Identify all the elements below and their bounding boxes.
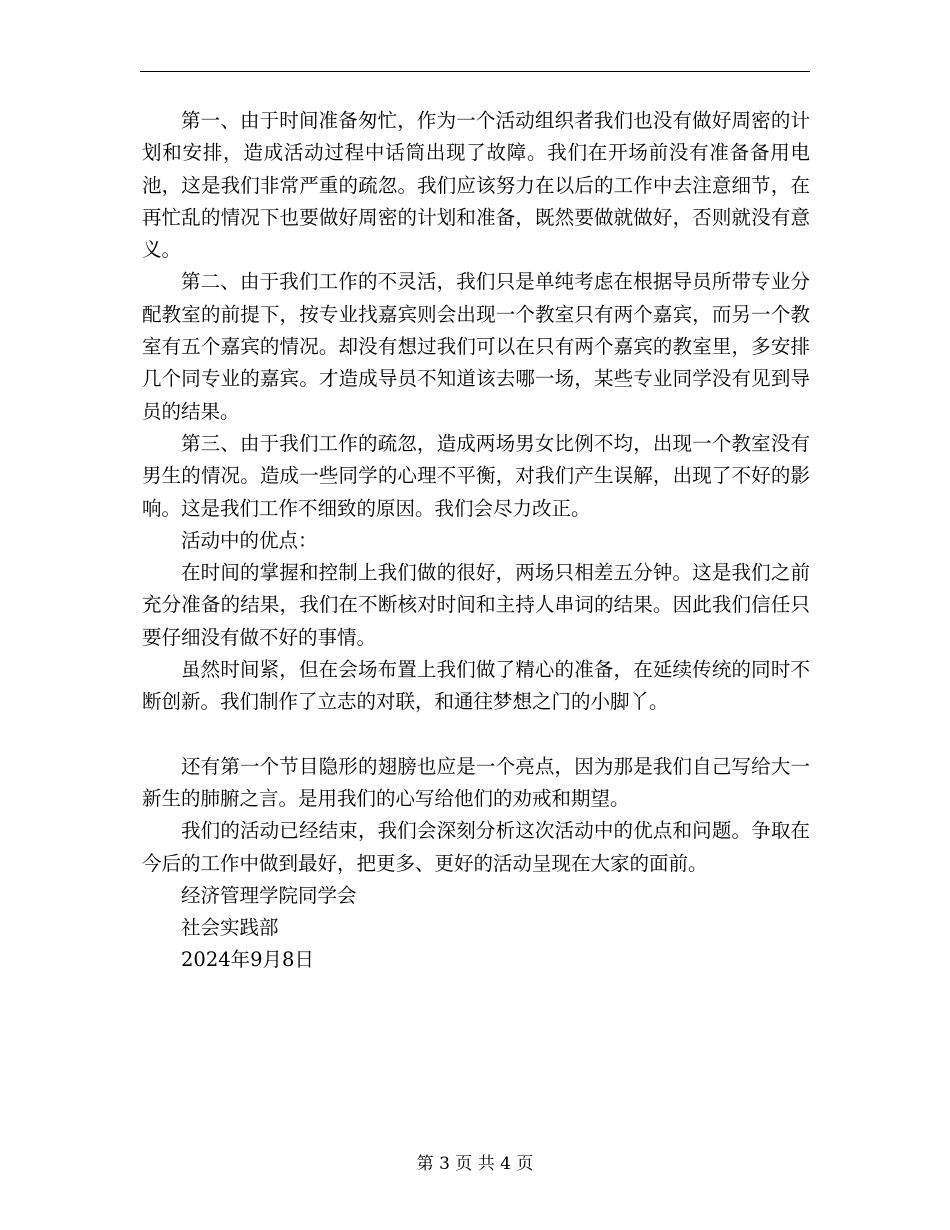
paragraph-first-issue: 第一、由于时间准备匆忙，作为一个活动组织者我们也没有做好周密的计划和安排，造成活动过程中话筒出现了故障。我们在开场前没有准备备用电池，这是我们非常严重的疏忽。我们应该努力在以后的工作中去注意细节，在再忙乱的情况下也要做好周密的计划和准备，既然要做就做好，否则就没有意义。 bbox=[142, 109, 810, 262]
paragraph-conclusion: 我们的活动已经结束，我们会深刻分析这次活动中的优点和问题。争取在今后的工作中做到最好，把更多、更好的活动呈现在大家的面前。 bbox=[142, 819, 810, 875]
signature-date: 2024年9月8日 bbox=[181, 948, 314, 972]
paragraph-third-issue: 第三、由于我们工作的疏忽，造成两场男女比例不均，出现一个教室没有男生的情况。造成一些同学的心理不平衡，对我们产生误解，出现了不好的影响。这是我们工作不细致的原因。我们会尽力改正。 bbox=[142, 431, 810, 520]
paragraph-time-control: 在时间的掌握和控制上我们做的很好，两场只相差五分钟。这是我们之前充分准备的结果，我们在不断核对时间和主持人串词的结果。因此我们信任只要仔细没有做不好的事情。 bbox=[142, 561, 810, 649]
section-heading-strengths: 活动中的优点： bbox=[181, 528, 318, 552]
paragraph-second-issue: 第二、由于我们工作的不灵活，我们只是单纯考虑在根据导员所带专业分配教室的前提下，按专业找嘉宾则会出现一个教室只有两个嘉宾，而另一个教室有五个嘉宾的情况。却没有想过我们可以在只有两个嘉宾的教室里，多安排几个同专业的嘉宾。才造成导员不知道该去哪一场，某些专业同学没有见到导员的结果。 bbox=[142, 270, 810, 423]
paragraph-venue-decoration: 虽然时间紧，但在会场布置上我们做了精心的准备，在延续传统的同时不断创新。我们制作了立志的对联，和通往梦想之门的小脚丫。 bbox=[142, 658, 810, 714]
signature-organization: 经济管理学院同学会 bbox=[181, 883, 357, 907]
signature-department: 社会实践部 bbox=[181, 916, 279, 940]
blank-line bbox=[142, 719, 810, 751]
paragraph-first-program: 还有第一个节目隐形的翅膀也应是一个亮点，因为那是我们自己写给大一新生的肺腑之言。是用我们的心写给他们的劝戒和期望。 bbox=[142, 754, 810, 810]
document-body bbox=[142, 105, 810, 977]
header-rule bbox=[140, 71, 810, 72]
page-footer: 第 3 页 共 4 页 bbox=[416, 1154, 534, 1174]
